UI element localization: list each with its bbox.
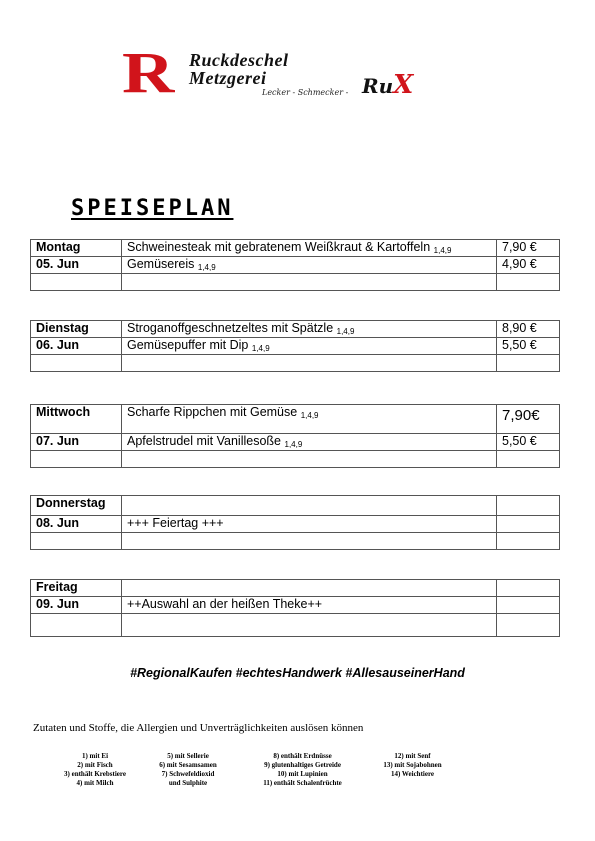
price-cell (497, 496, 560, 516)
allergen-item: 10) mit Lupinien (277, 770, 328, 778)
table-row (31, 338, 560, 355)
table-row (31, 274, 560, 291)
logo-name-line2: Metzgerei (189, 68, 267, 88)
table-row (31, 496, 560, 516)
dish-cell (122, 355, 497, 372)
empty-cell (31, 614, 122, 637)
dish-cell (122, 614, 497, 637)
dish-cell (122, 405, 497, 434)
allergen-item: 2) mit Fisch (77, 761, 113, 769)
price-cell (497, 597, 560, 614)
dish-name: Scharfe Rippchen mit Gemüse (127, 405, 298, 419)
allergen-item: und Sulphite (168, 779, 208, 787)
table-row (31, 240, 560, 257)
table-row (31, 355, 560, 372)
dish-cell (122, 580, 497, 597)
price-cell: 7,90€ (497, 405, 560, 434)
dish-cell (122, 516, 497, 533)
table-row (31, 580, 560, 597)
menu-table-friday (30, 579, 560, 637)
weekday-cell: Dienstag (31, 321, 122, 338)
empty-cell (31, 533, 122, 550)
dish-name: Stroganoffgeschnetzeltes mit Spätzle (127, 321, 334, 335)
dish-cell (122, 257, 497, 274)
menu-table-tuesday (30, 320, 560, 372)
dish-cell (122, 321, 497, 338)
allergen-column (370, 752, 455, 779)
allergen-intro: Zutaten und Stoffe, die Allergien und Unverträglichkeiten auslösen können (33, 722, 364, 734)
dish-cell (122, 533, 497, 550)
dish-cell (122, 451, 497, 468)
hashtags: #RegionalKaufen #echtesHandwerk #AllesauseinerHand (130, 666, 465, 680)
allergen-item: 4) mit Milch (76, 779, 114, 787)
weekday-cell: Freitag (31, 580, 122, 597)
allergen-item: 11) enthält Schalenfrüchte (263, 779, 342, 787)
dish-cell (122, 434, 497, 451)
empty-cell (31, 355, 122, 372)
dish-name: Apfelstrudel mit Vanillesoße (127, 434, 282, 448)
logo-tagline: Lecker - Schmecker - (262, 88, 349, 97)
brand-logo (122, 40, 422, 105)
price-cell (497, 614, 560, 637)
dish-cell (122, 496, 497, 516)
price-cell: 5,50 € (497, 434, 560, 451)
table-row (31, 405, 560, 434)
table-row (31, 597, 560, 614)
allergen-item: 12) mit Senf (394, 752, 431, 760)
allergen-codes: 1,4,9 (433, 246, 452, 255)
date-cell: 07. Jun (31, 434, 122, 451)
dish-cell (122, 240, 497, 257)
logo-name-line1: Ruckdeschel (189, 50, 289, 70)
page-title: SPEISEPLAN (71, 196, 234, 221)
dish-cell (122, 274, 497, 291)
dish-cell (122, 338, 497, 355)
table-row (31, 321, 560, 338)
date-cell: 09. Jun (31, 597, 122, 614)
table-row (31, 257, 560, 274)
price-cell (497, 451, 560, 468)
price-cell (497, 533, 560, 550)
dish-name: Gemüsepuffer mit Dip (127, 338, 249, 352)
allergen-item: 5) mit Sellerie (167, 752, 209, 760)
logo-rux (362, 70, 413, 100)
logo-rux-x: X (393, 70, 414, 100)
allergen-codes: 1,4,9 (300, 411, 319, 420)
allergen-codes: 1,4,9 (284, 440, 303, 449)
allergen-item: 14) Weichtiere (390, 770, 435, 778)
allergen-item: 9) glutenhaltiges Getreide (264, 761, 341, 769)
date-cell: 05. Jun (31, 257, 122, 274)
price-cell: 4,90 € (497, 257, 560, 274)
allergen-item: 8) enthält Erdnüsse (273, 752, 332, 760)
allergen-column (138, 752, 238, 788)
table-row (31, 516, 560, 533)
allergen-item: 7) Schwefeldioxid (161, 770, 215, 778)
menu-table-thursday (30, 495, 560, 550)
date-cell: 08. Jun (31, 516, 122, 533)
weekday-cell: Mittwoch (31, 405, 122, 434)
price-cell (497, 274, 560, 291)
allergen-item: 13) mit Sojabohnen (383, 761, 442, 769)
price-cell (497, 355, 560, 372)
allergen-column (50, 752, 140, 788)
dish-name: Schweinesteak mit gebratenem Weißkraut & Kartoffeln (127, 240, 431, 254)
allergen-column (250, 752, 355, 788)
price-cell: 5,50 € (497, 338, 560, 355)
table-row (31, 533, 560, 550)
allergen-codes: 1,4,9 (197, 263, 216, 272)
price-cell (497, 580, 560, 597)
empty-cell (31, 274, 122, 291)
weekday-cell: Donnerstag (31, 496, 122, 516)
price-cell: 8,90 € (497, 321, 560, 338)
logo-letter: R (122, 40, 172, 105)
empty-cell (31, 451, 122, 468)
table-row (31, 434, 560, 451)
price-cell: 7,90 € (497, 240, 560, 257)
dish-cell (122, 597, 497, 614)
price-cell (497, 516, 560, 533)
allergen-codes: 1,4,9 (251, 344, 270, 353)
allergen-item: 3) enthält Krebstiere (64, 770, 126, 778)
table-row (31, 451, 560, 468)
date-cell: 06. Jun (31, 338, 122, 355)
allergen-item: 1) mit Ei (81, 752, 109, 760)
allergen-item: 6) mit Sesamsamen (159, 761, 217, 769)
dish-name: ++Auswahl an der heißen Theke++ (127, 597, 323, 611)
logo-rux-main: Ru (362, 74, 394, 98)
allergen-codes: 1,4,9 (336, 327, 355, 336)
menu-table-wednesday (30, 404, 560, 468)
table-row (31, 614, 560, 637)
dish-name: +++ Feiertag +++ (127, 516, 224, 530)
weekday-cell: Montag (31, 240, 122, 257)
dish-name: Gemüsereis (127, 257, 195, 271)
menu-table-monday (30, 239, 560, 291)
